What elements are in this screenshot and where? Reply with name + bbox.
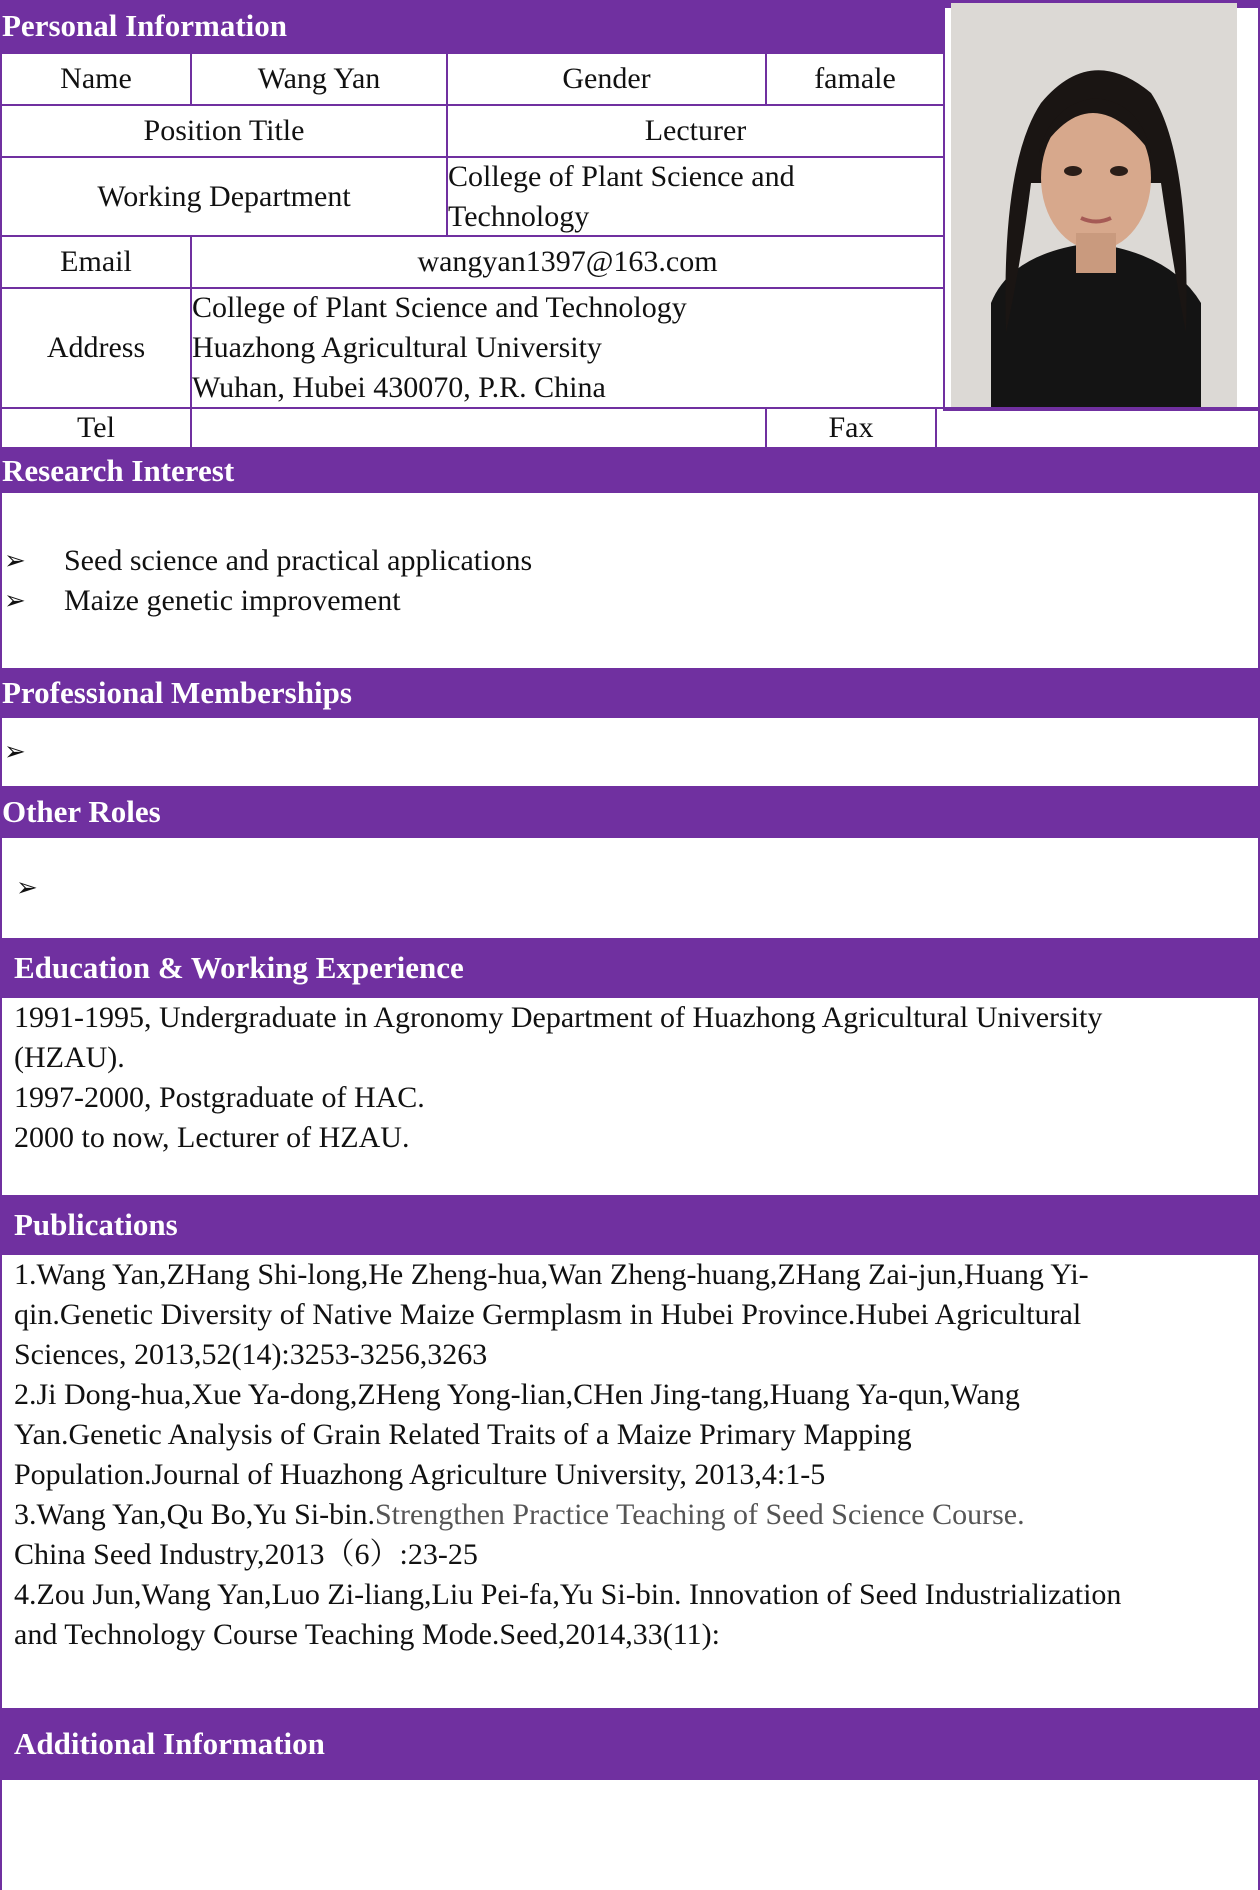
publication-line: 4.Zou Jun,Wang Yan,Luo Zi-liang,Liu Pei-fa,Yu Si-bin. Innovation of Seed Industrialization [14, 1578, 1122, 1611]
publication-line: China Seed Industry,2013（6）:23-25 [14, 1538, 478, 1571]
list-item [16, 868, 76, 908]
department-label-text: Working Department [97, 179, 351, 213]
memberships-body [0, 718, 1260, 786]
address-label [0, 287, 192, 409]
memberships-list [4, 732, 64, 772]
publication-3-authors: 3.Wang Yan,Qu Bo,Yu Si-bin. [14, 1498, 375, 1531]
tel-label [0, 407, 192, 449]
education-line: 1997-2000, Postgraduate of HAC. [14, 1081, 425, 1114]
gender-value-text: famale [814, 62, 896, 95]
publications-text [14, 1255, 1121, 1655]
arrow-bullet-icon: ➢ [4, 586, 26, 616]
address-line-3: Wuhan, Hubei 430070, P.R. China [192, 371, 606, 404]
list-item [4, 541, 532, 581]
education-body [0, 998, 1260, 1195]
publications-body [0, 1255, 1260, 1708]
position-label-text: Position Title [143, 114, 305, 147]
publication-3-title: Strengthen Practice Teaching of Seed Science Course. [374, 1498, 1025, 1531]
position-label [0, 104, 448, 158]
publication-line: Yan.Genetic Analysis of Grain Related Traits of a Maize Primary Mapping [14, 1418, 912, 1451]
email-link[interactable]: wangyan1397@163.com [417, 245, 718, 278]
section-title-memberships: Professional Memberships [2, 675, 352, 710]
gender-label-text: Gender [562, 62, 651, 95]
section-title-additional: Additional Information [14, 1726, 325, 1761]
department-label [0, 156, 448, 237]
arrow-bullet-icon: ➢ [4, 737, 26, 767]
section-header-personal [0, 0, 945, 52]
position-value [446, 104, 945, 158]
email-label-text: Email [60, 245, 132, 278]
arrow-bullet-icon: ➢ [4, 546, 26, 576]
section-title-personal: Personal Information [2, 8, 288, 43]
section-header-additional [0, 1708, 1260, 1780]
research-item-2: Maize genetic improvement [64, 584, 401, 617]
name-label [0, 52, 192, 106]
additional-body [0, 1780, 1260, 1890]
department-value [446, 156, 945, 237]
publication-line: Population.Journal of Huazhong Agriculture University, 2013,4:1-5 [14, 1458, 826, 1491]
publication-line: 2.Ji Dong-hua,Xue Ya-dong,ZHeng Yong-lian,CHen Jing-tang,Huang Ya-qun,Wang [14, 1378, 1020, 1411]
research-item-1: Seed science and practical applications [64, 544, 533, 577]
research-body [0, 493, 1260, 668]
address-line-2: Huazhong Agricultural University [192, 331, 602, 364]
section-header-memberships [0, 668, 1260, 718]
department-line-1: College of Plant Science and [448, 159, 795, 193]
section-title-research: Research Interest [2, 453, 235, 488]
section-header-education [0, 938, 1260, 998]
profile-photo [951, 3, 1237, 407]
arrow-bullet-icon: ➢ [16, 873, 38, 903]
gender-value [765, 52, 945, 106]
publication-line: qin.Genetic Diversity of Native Maize Germplasm in Hubei Province.Hubei Agricultural [14, 1298, 1082, 1331]
roles-body [0, 838, 1260, 938]
list-item [4, 732, 64, 772]
address-line-1: College of Plant Science and Technology [192, 291, 687, 324]
publication-line: and Technology Course Teaching Mode.Seed,2014,33(11): [14, 1618, 720, 1651]
address-value [190, 287, 945, 409]
publication-line: Sciences, 2013,52(14):3253-3256,3263 [14, 1338, 488, 1371]
education-line: 2000 to now, Lecturer of HZAU. [14, 1121, 410, 1154]
address-label-text: Address [46, 331, 146, 364]
email-value[interactable] [190, 235, 945, 289]
position-value-text: Lecturer [644, 114, 747, 147]
section-header-research [0, 449, 1260, 493]
fax-label-text: Fax [828, 411, 874, 444]
education-line: (HZAU). [14, 1041, 125, 1074]
section-header-publications [0, 1195, 1260, 1255]
roles-list [16, 868, 76, 908]
tel-label-text: Tel [77, 411, 115, 444]
fax-label [765, 407, 937, 449]
section-title-publications: Publications [14, 1207, 178, 1242]
gender-label [446, 52, 767, 106]
department-line-2: Technology [448, 199, 590, 233]
research-list [4, 541, 532, 621]
name-value-text: Wang Yan [257, 62, 381, 95]
name-label-text: Name [60, 62, 132, 95]
education-text [14, 998, 1102, 1158]
publication-line [14, 1495, 1121, 1535]
education-line: 1991-1995, Undergraduate in Agronomy Department of Huazhong Agricultural University [14, 1001, 1103, 1034]
section-title-education: Education & Working Experience [14, 950, 464, 985]
section-header-roles [0, 786, 1260, 838]
publication-line: 1.Wang Yan,ZHang Shi-long,He Zheng-hua,Wan Zheng-huang,ZHang Zai-jun,Huang Yi- [14, 1258, 1089, 1291]
name-value [190, 52, 448, 106]
list-item [4, 581, 532, 621]
section-title-roles: Other Roles [2, 794, 161, 829]
email-label [0, 235, 192, 289]
fax-value [935, 407, 1260, 449]
tel-value [190, 407, 767, 449]
portrait-illustration [951, 3, 1237, 407]
